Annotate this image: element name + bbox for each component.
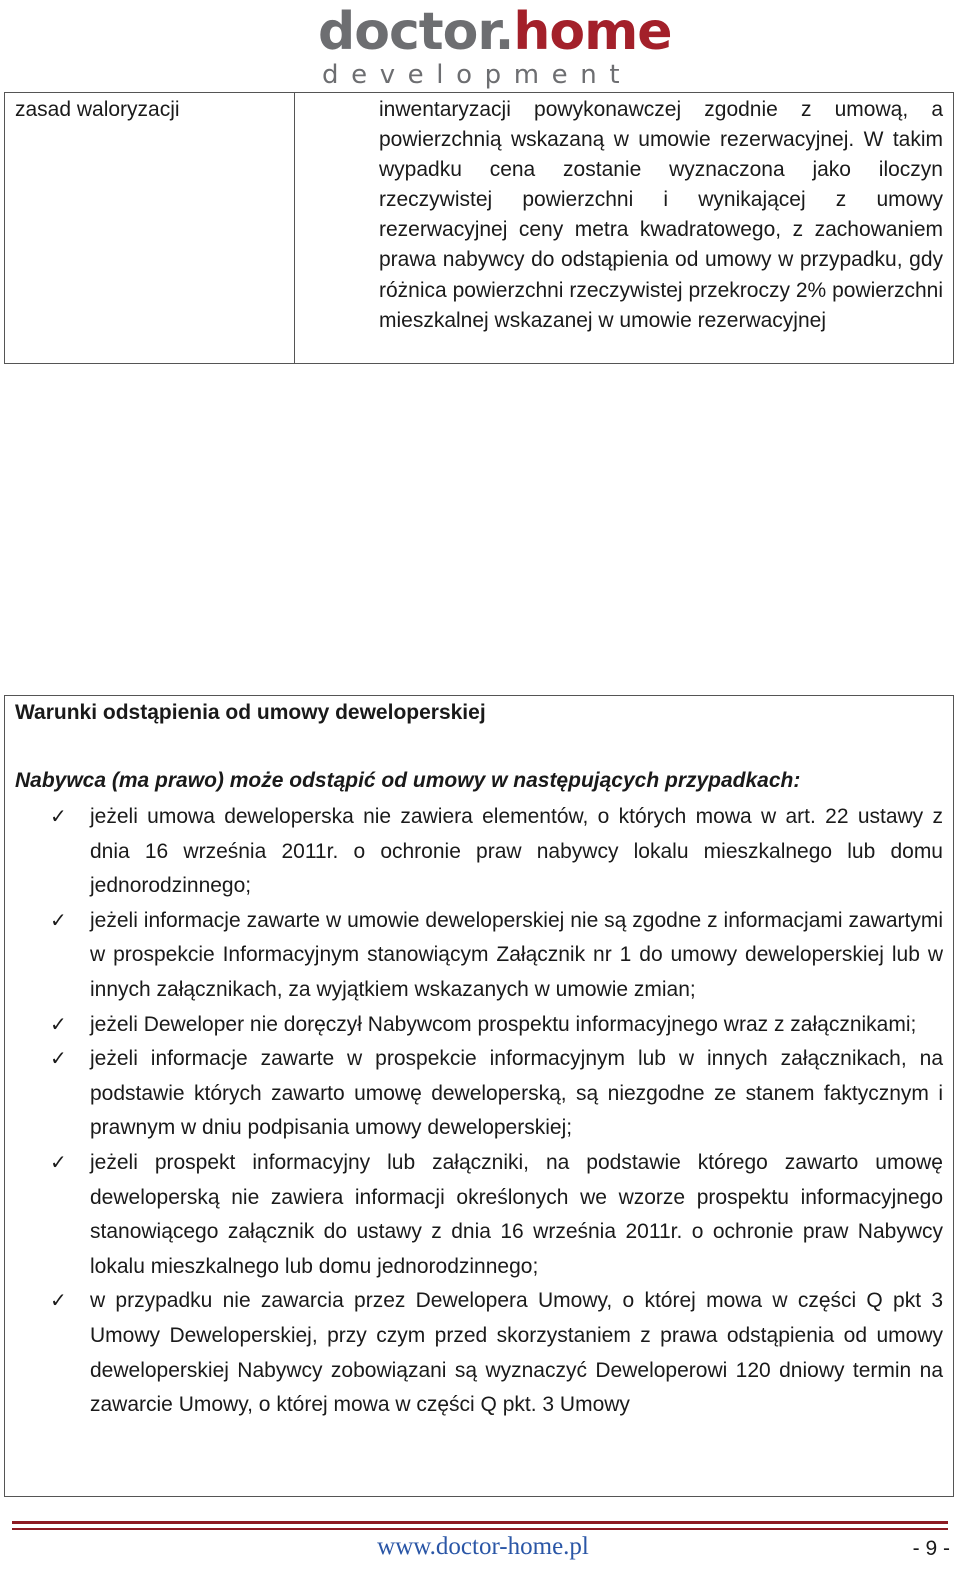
condition-text: jeżeli Deweloper nie doręczył Nabywcom prospektu informacyjnego wraz z załącznikami; [90,1012,917,1036]
logo-tagline: development [322,60,633,90]
table-column-divider [294,93,295,363]
condition-text: jeżeli umowa deweloperska nie zawiera elementów, o których mowa w art. 22 ustawy z dnia 16 września 2011r. o ochronie praw nabywcy lokalu mieszkalnego lub domu jednorodzinnego; [90,805,943,898]
condition-text: jeżeli prospekt informacyjny lub załączniki, na podstawie którego zawarto umowę deweloperską nie zawiera informacji określonych we wzorze prospektu informacyjnego stanowiącego załącznik do ustawy z dnia 16 września 2011r. o ochronie praw Nabywcy lokalu mieszkalnego lub domu jednorodzinnego; [90,1150,943,1278]
check-icon: ✓ [50,907,67,932]
condition-item [5,800,954,904]
check-icon: ✓ [50,1011,67,1036]
table-left-cell: zasad waloryzacji [15,98,180,121]
condition-item [5,1146,954,1284]
withdrawal-conditions-section [4,695,954,1497]
condition-text: jeżeli informacje zawarte w umowie deweloperskiej nie są zgodne z informacjami zawartymi w prospekcie Informacyjnym stanowiącym Załącznik nr 1 do umowy deweloperskiej lub w innych załącznikach, za wyjątkiem wskazanych w umowie zmian; [90,908,943,1001]
page-number: - 9 - [912,1537,950,1560]
condition-item [5,1284,954,1422]
section-heading: Warunki odstąpienia od umowy deweloperskiej [15,701,486,724]
check-icon: ✓ [50,1046,67,1071]
condition-item [5,904,954,1008]
logo-home-text: home [513,2,672,62]
company-logo [318,2,672,90]
footer-website-link[interactable]: www.doctor-home.pl [377,1533,589,1560]
check-icon: ✓ [50,804,67,828]
condition-text: w przypadku nie zawarcia przez Dewelopera Umowy, o której mowa w części Q pkt 3 Umowy Deweloperskiej, przy czym przed skorzystaniem z prawa odstąpienia od umowy deweloperskiej Nabywcy zobowiązani są wyznaczyć Deweloperowi 120 dniowy termin na zawarcie Umowy, o której mowa w części Q pkt. 3 Umowy [90,1289,943,1417]
footer-rule-thin [12,1528,948,1530]
logo-wordmark [318,4,672,60]
condition-item [5,1042,954,1146]
condition-item [5,1008,954,1043]
section-subheading: Nabywca (ma prawo) może odstąpić od umowy w następujących przypadkach: [15,769,801,792]
logo-doctor-text: doctor. [318,2,514,62]
table-right-cell: inwentaryzacji powykonawczej zgodnie z umową, a powierzchnią wskazaną w umowie rezerwacyjnej. W takim wypadku cena zostanie wyznaczona jako iloczyn rzeczywistej powierzchni i wynikającej z umowy rezerwacyjnej ceny metra kwadratowego, z zachowaniem prawa nabywcy do odstąpienia od umowy w przypadku, gdy różnica powierzchni rzeczywistej przekroczy 2% powierzchni mieszkalnej wskazanej w umowie rezerwacyjnej [379,98,943,332]
footer-rule-thick [12,1521,948,1524]
conditions-list [5,800,954,1423]
check-icon: ✓ [50,1149,67,1174]
pricing-terms-table [4,92,954,364]
condition-text: jeżeli informacje zawarte w prospekcie informacyjnym lub w innych załącznikach, na podstawie których zawarto umowę deweloperską, są niezgodne ze stanem faktycznym i prawnym w dniu podpisania umowy deweloperskiej; [90,1047,943,1140]
check-icon: ✓ [50,1288,67,1313]
